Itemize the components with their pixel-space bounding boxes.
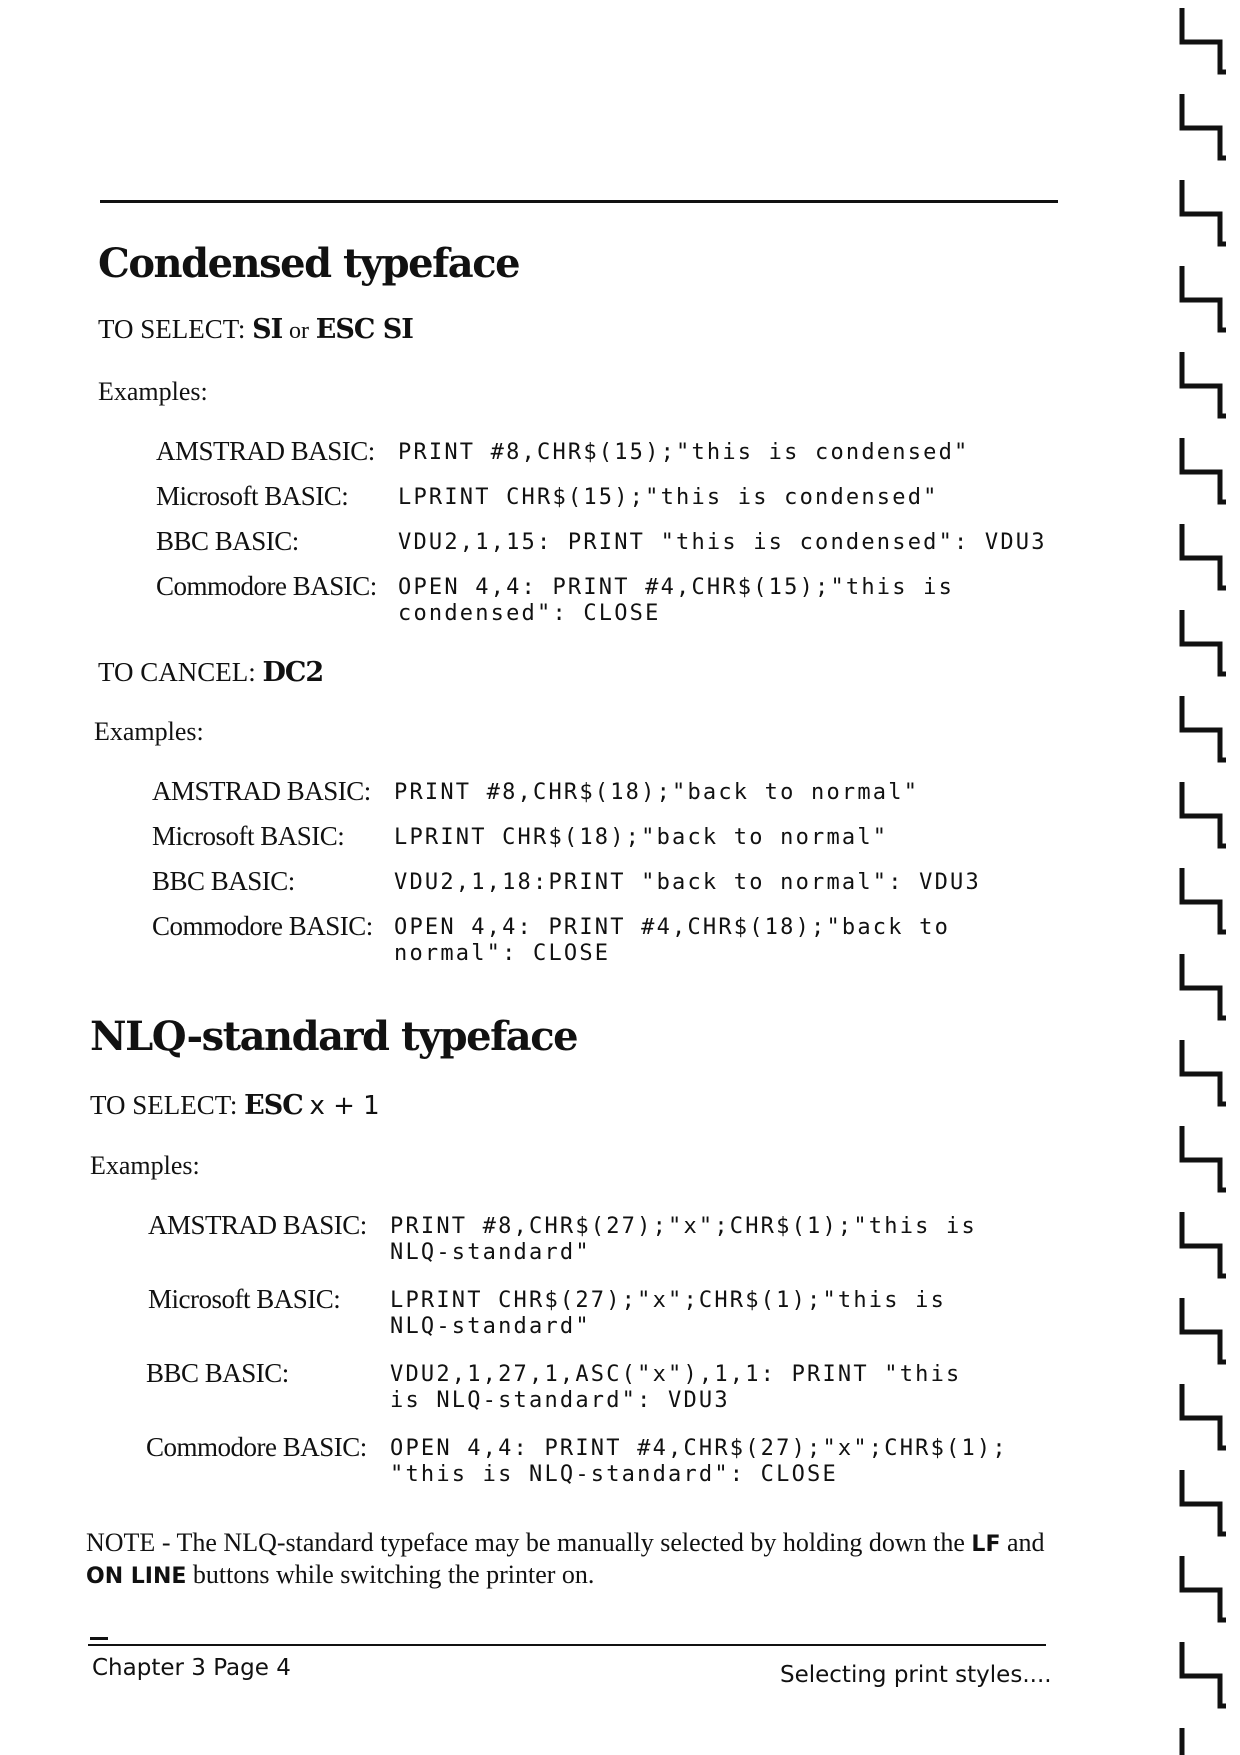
binding-loop [1182, 266, 1226, 330]
code-esc-si: ESC SI [315, 314, 413, 345]
footer-page-number: Chapter 3 Page 4 [92, 1655, 291, 1681]
binding-loop [1182, 610, 1226, 674]
example-label: BBC BASIC: [156, 526, 299, 556]
binding-loop [1182, 782, 1226, 846]
select-prefix: TO SELECT: [90, 1090, 238, 1120]
example-code: PRINT #8,CHR$(27);"x";CHR$(1);"this is NLQ-standard" [390, 1214, 977, 1265]
example-code: OPEN 4,4: PRINT #4,CHR$(15);"this is condensed": CLOSE [398, 575, 955, 626]
footer-section-title: Selecting print styles.... [780, 1662, 1052, 1688]
binding-loop [1182, 352, 1226, 416]
example-label: Commodore BASIC: [156, 571, 377, 601]
footer-rule-tick [90, 1637, 108, 1640]
binding-loop [1182, 1212, 1226, 1276]
example-label: BBC BASIC: [146, 1358, 289, 1388]
code-si: SI [252, 314, 283, 345]
note-text: and [1006, 1528, 1045, 1557]
example-label: AMSTRAD BASIC: [148, 1210, 367, 1240]
select-line-nlq [90, 1090, 380, 1121]
binding-loop [1182, 954, 1226, 1018]
binding-loop [1182, 438, 1226, 502]
binding-loop [1182, 94, 1226, 158]
binding-loop [1182, 868, 1226, 932]
examples-label: Examples: [90, 1151, 200, 1180]
select-line-condensed [98, 314, 413, 345]
select-prefix: TO SELECT: [98, 314, 246, 344]
heading-condensed: Condensed typeface [98, 240, 520, 287]
code-x-plus-1: x + 1 [309, 1091, 380, 1121]
example-label: Commodore BASIC: [146, 1432, 367, 1462]
binding-loop [1182, 180, 1226, 244]
binding-loop [1182, 1298, 1226, 1362]
heading-nlq-standard: NLQ-standard typeface [90, 1013, 578, 1060]
binding-loop [1182, 8, 1226, 72]
example-code: PRINT #8,CHR$(18);"back to normal" [394, 780, 920, 805]
example-code: LPRINT CHR$(15);"this is condensed" [398, 485, 939, 510]
note-text: NOTE - The NLQ-standard typeface may be manually selected by holding down the [86, 1528, 965, 1557]
note-text: buttons while switching the printer on. [192, 1560, 595, 1589]
examples-label: Examples: [94, 717, 204, 746]
example-code: PRINT #8,CHR$(15);"this is condensed" [398, 440, 970, 465]
code-esc: ESC [244, 1090, 303, 1121]
code-dc2: DC2 [262, 657, 324, 688]
binding-loop [1182, 1126, 1226, 1190]
or-word: or [289, 318, 310, 344]
binding-loop [1182, 1470, 1226, 1534]
binding-loop [1182, 1040, 1226, 1104]
example-code: VDU2,1,18:PRINT "back to normal": VDU3 [394, 870, 981, 895]
examples-label: Examples: [98, 377, 208, 406]
footer-rule [88, 1644, 1046, 1646]
example-code: LPRINT CHR$(27);"x";CHR$(1);"this is NLQ-standard" [390, 1288, 947, 1339]
on-line-button-ref: ON LINE [86, 1564, 187, 1589]
example-label: BBC BASIC: [152, 866, 295, 896]
binding-loop [1182, 524, 1226, 588]
lf-button-ref: LF [971, 1532, 1001, 1557]
binding-loop [1182, 1642, 1226, 1706]
example-label: Microsoft BASIC: [156, 481, 349, 511]
example-label: Microsoft BASIC: [152, 821, 345, 851]
example-label: Microsoft BASIC: [148, 1284, 341, 1314]
cancel-prefix: TO CANCEL: [98, 657, 256, 687]
example-code: OPEN 4,4: PRINT #4,CHR$(18);"back to normal": CLOSE [394, 915, 951, 966]
example-label: AMSTRAD BASIC: [152, 776, 371, 806]
note-paragraph [86, 1528, 1066, 1592]
spiral-binding-edge [1170, 0, 1240, 1755]
binding-loop [1182, 1728, 1226, 1755]
example-code: OPEN 4,4: PRINT #4,CHR$(27);"x";CHR$(1); "this is NLQ-standard": CLOSE [390, 1436, 1008, 1487]
example-code: VDU2,1,15: PRINT "this is condensed": VDU3 [398, 530, 1047, 555]
example-label: AMSTRAD BASIC: [156, 436, 375, 466]
example-code: LPRINT CHR$(18);"back to normal" [394, 825, 889, 850]
binding-loop [1182, 1384, 1226, 1448]
cancel-line-condensed [98, 657, 323, 688]
binding-loop [1182, 696, 1226, 760]
example-code: VDU2,1,27,1,ASC("x"),1,1: PRINT "this is NLQ-standard": VDU3 [390, 1362, 962, 1413]
example-label: Commodore BASIC: [152, 911, 373, 941]
top-rule [100, 200, 1058, 203]
binding-loop [1182, 1556, 1226, 1620]
